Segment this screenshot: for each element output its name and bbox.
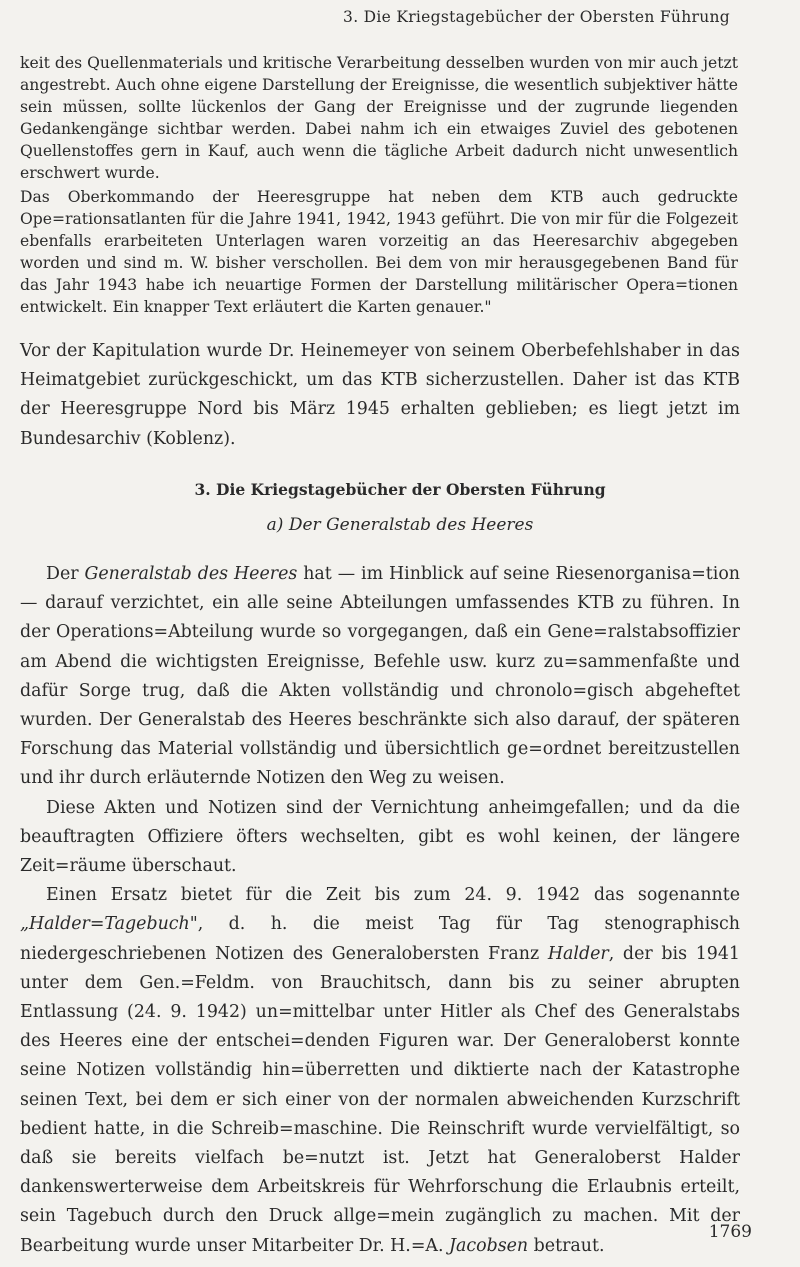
p3-emphasis-halder: Halder <box>547 943 609 964</box>
paragraph-halder <box>20 881 740 1261</box>
p1-text-a: Der <box>46 564 85 584</box>
paragraph-generalstab <box>20 560 740 794</box>
p3-emphasis-jacobsen: Jacobsen <box>449 1235 529 1256</box>
running-head: 3. Die Kriegstagebücher der Obersten Führung <box>343 8 730 26</box>
p3-emphasis-tagebuch: „Halder=Tagebuch" <box>20 914 198 935</box>
quote-paragraph-2: Das Oberkommando der Heeresgruppe hat neben dem KTB auch gedruckte Ope=rationsatlanten für die Jahre 1941, 1942, 1943 geführt. Die von mir für die Folgezeit ebenfalls erarbeiteten Unterlagen waren vorzeitig an das Heeresarchiv abgegeben worden und sind m. W. bisher verschollen. Bei dem von mir herausgegebenen Band für das Jahr 1943 habe ich neuartige Formen der Darstellung militärischer Opera=tionen entwickelt. Ein knapper Text erläutert die Karten genauer." <box>20 188 738 316</box>
p1-emphasis: Generalstab des Heeres <box>84 564 298 584</box>
p3-text-c: , der bis 1941 unter dem Gen.=Feldm. von Brauchitsch, dann bis zu seiner abrupten Entlassung (24. 9. 1942) un=mittelbar unter Hitler als Chef des Generalstabs des Heeres eine der entschei=denden Figuren war. Der Generaloberst konnte seine Notizen vollständig hin=überretten und diktierte nach der Katastrophe seinen Text, bei dem er sich einer von der normalen abweichenden Kurzschrift bedient hatte, in die Schreib=maschine. Die Reinschrift wurde vervielfältigt, so daß sie bereits vielfach be=nutzt ist. Jetzt hat Generaloberst Halder dankenswerterweise dem Arbeitskreis für Wehrforschung die Erlaubnis erteilt, sein Tagebuch durch den Druck allge=mein zugänglich zu machen. Mit der Bearbeitung wurde unser Mitarbeiter Dr. H.=A. <box>20 943 740 1256</box>
quoted-passage <box>20 52 738 318</box>
paragraph-kapitulation <box>20 337 740 454</box>
page-number: 1769 <box>708 1222 752 1242</box>
p3-text-d: betraut. <box>528 1235 605 1256</box>
section-heading: 3. Die Kriegstagebücher der Obersten Führung <box>194 480 606 499</box>
subsection-heading: a) Der Generalstab des Heeres <box>266 515 534 535</box>
p3-text-a: Einen Ersatz bietet für die Zeit bis zum 24. 9. 1942 das sogenannte <box>46 885 740 906</box>
kapitulation-text: Vor der Kapitulation wurde Dr. Heinemeyer von seinem Oberbefehlshaber in das Heimatgebiet zurückgeschickt, um das KTB sicherzustellen. Daher ist das KTB der Heeresgruppe Nord bis März 1945 erhalten geblieben; es liegt jetzt im Bundesarchiv (Koblenz). <box>20 341 740 449</box>
p1-text-b: hat — im Hinblick auf seine Riesenorganisa=tion — darauf verzichtet, ein alle seine Abteilungen umfassendes KTB zu führen. In der Operations=Abteilung wurde so vorgegangen, daß ein Gene=ralstabsoffizier am Abend die wichtigsten Ereignisse, Befehle usw. kurz zu=sammenfaßte und dafür Sorge trug, daß die Akten vollständig und chronolo=gisch abgeheftet wurden. Der Generalstab des Heeres beschränkte sich also darauf, der späteren Forschung das Material vollständig und übersichtlich ge=ordnet bereitzustellen und ihr durch erläuternde Notizen den Weg zu weisen. <box>20 564 740 789</box>
paragraph-akten: Diese Akten und Notizen sind der Vernichtung anheimgefallen; und da die beauftragten Offiziere öfters wechselten, gibt es wohl keinen, der längere Zeit=räume überschaut. <box>20 797 740 877</box>
p3-text-b: , d. h. die meist Tag für Tag stenographisch niedergeschriebenen Notizen des Generalobersten Franz <box>20 914 740 964</box>
main-body <box>20 560 740 1261</box>
quote-paragraph-1: keit des Quellenmaterials und kritische Verarbeitung desselben wurden von mir auch jetzt angestrebt. Auch ohne eigene Darstellung der Ereignisse, die wesentlich subjektiver hätte sein müssen, sollte lückenlos der Gang der Ereignisse und der zugrunde liegenden Gedankengänge sichtbar werden. Dabei nahm ich ein etwaiges Zuviel des gebotenen Quellenstoffes gern in Kauf, auch wenn die tägliche Arbeit dadurch nicht unwesentlich erschwert wurde. <box>20 54 738 182</box>
